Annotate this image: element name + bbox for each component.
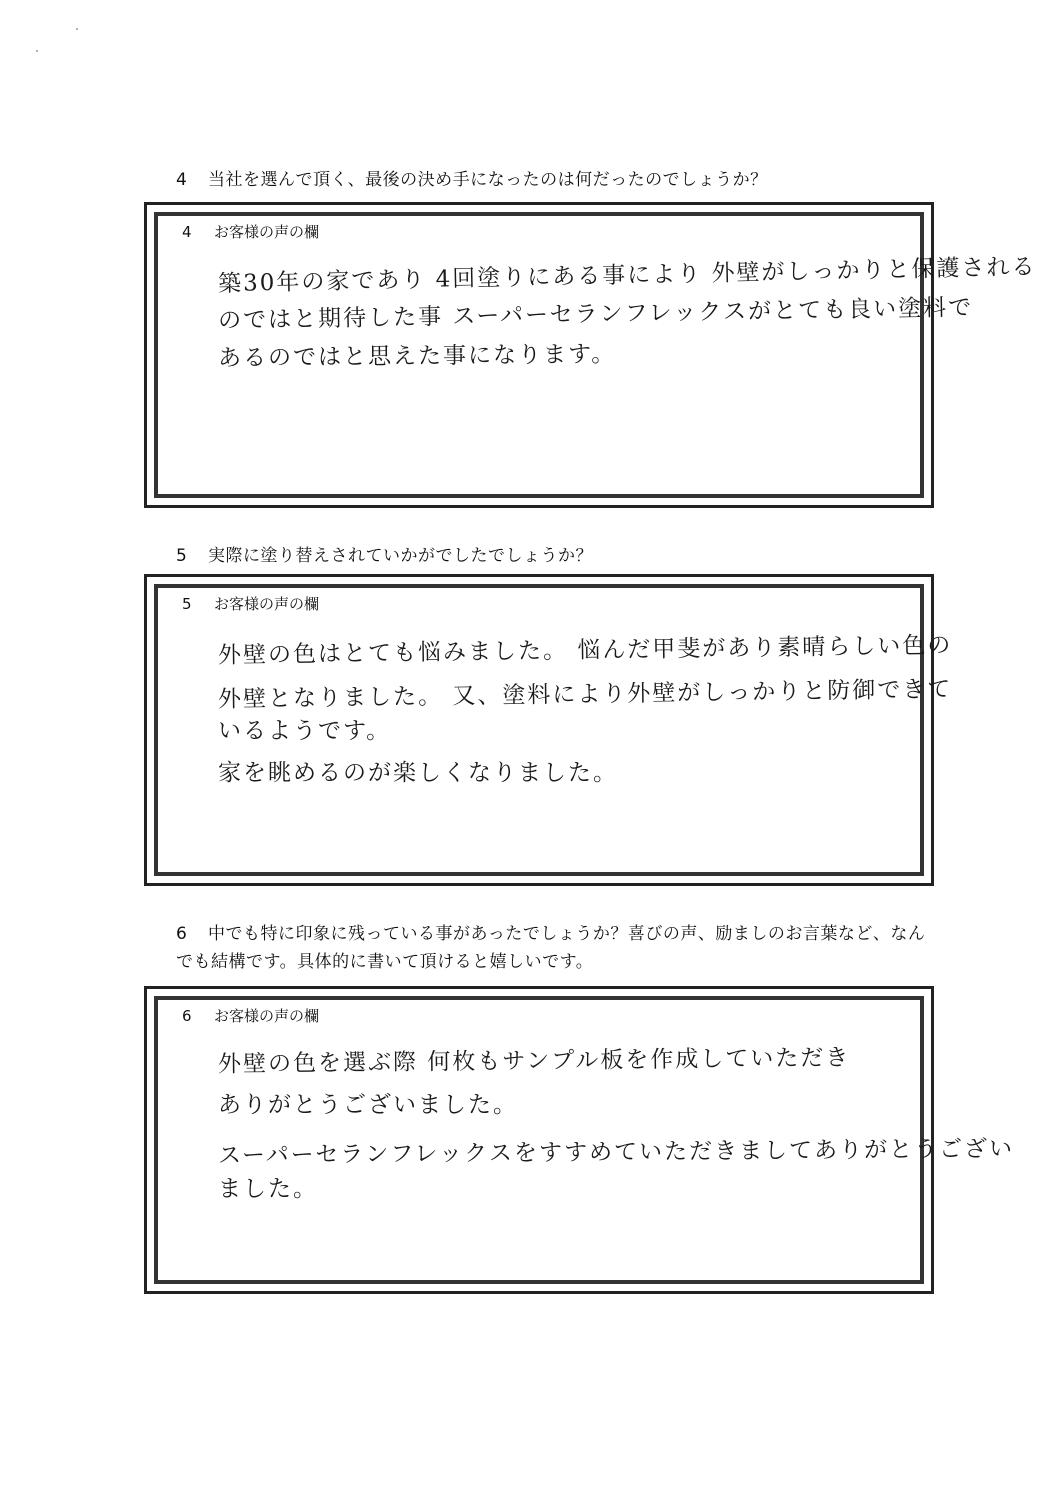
handwritten-line: のではと期待した事 スーパーセランフレックスがとても良い塗料で [217,294,974,334]
question-text: 中でも特に印象に残っている事があったでしょうか？喜びの声、励ましのお言葉など、なんでも結構です。具体的に書いて頂けると嬉しいです。 [176,924,926,972]
answer-box-number: 6 [182,1007,192,1025]
handwritten-line: 外壁の色はとても悩みました。 悩んだ甲斐があり素晴らしい色の [217,632,953,669]
question-number: 6 [176,924,188,944]
answer-box-title: お客様の声の欄 [214,1007,320,1025]
answer-box-title: お客様の声の欄 [214,595,320,613]
answer-box-inner [154,996,1015,1284]
handwritten-line: ました。 [218,1176,318,1202]
question-6 [176,920,936,976]
answer-box-6 [144,986,1015,1294]
answer-box-number: 5 [182,595,192,613]
question-number: 5 [176,546,188,566]
answer-box-5 [144,574,953,886]
question-number: 4 [176,170,188,190]
answer-box-label [182,592,319,616]
handwritten-line: いるようです。 [218,718,392,744]
answer-box-inner [154,212,1037,498]
handwritten-line: 家を眺めるのが楽しくなりました。 [218,760,618,786]
scan-speck [76,28,78,30]
question-4 [176,166,936,194]
answer-box-4 [144,202,1037,508]
answer-box-inner [154,584,953,876]
handwritten-line: 築30年の家であり 4回塗りにある事により 外壁がしっかりと保護される [217,254,1037,298]
handwritten-line: ありがとうございました。 [218,1092,518,1118]
answer-box-label [182,1004,319,1028]
handwritten-line: 外壁の色を選ぶ際 何枚もサンプル板を作成していただき [217,1044,851,1078]
handwritten-line: 外壁となりました。 又、塗料により外壁がしっかりと防御できて [217,676,953,713]
handwritten-line: あるのではと思えた事になります。 [217,341,617,372]
answer-box-title: お客様の声の欄 [214,223,320,241]
question-text: 当社を選んで頂く、最後の決め手になったのは何だったのでしょうか？ [208,170,768,190]
scan-speck [36,50,38,52]
answer-box-label [182,220,319,244]
question-5 [176,542,936,570]
handwritten-line: スーパーセランフレックスをすすめていただきましてありがとうござい [217,1136,1015,1169]
question-text: 実際に塗り替えされていかがでしたでしょうか？ [208,546,593,566]
answer-box-number: 4 [182,223,192,241]
